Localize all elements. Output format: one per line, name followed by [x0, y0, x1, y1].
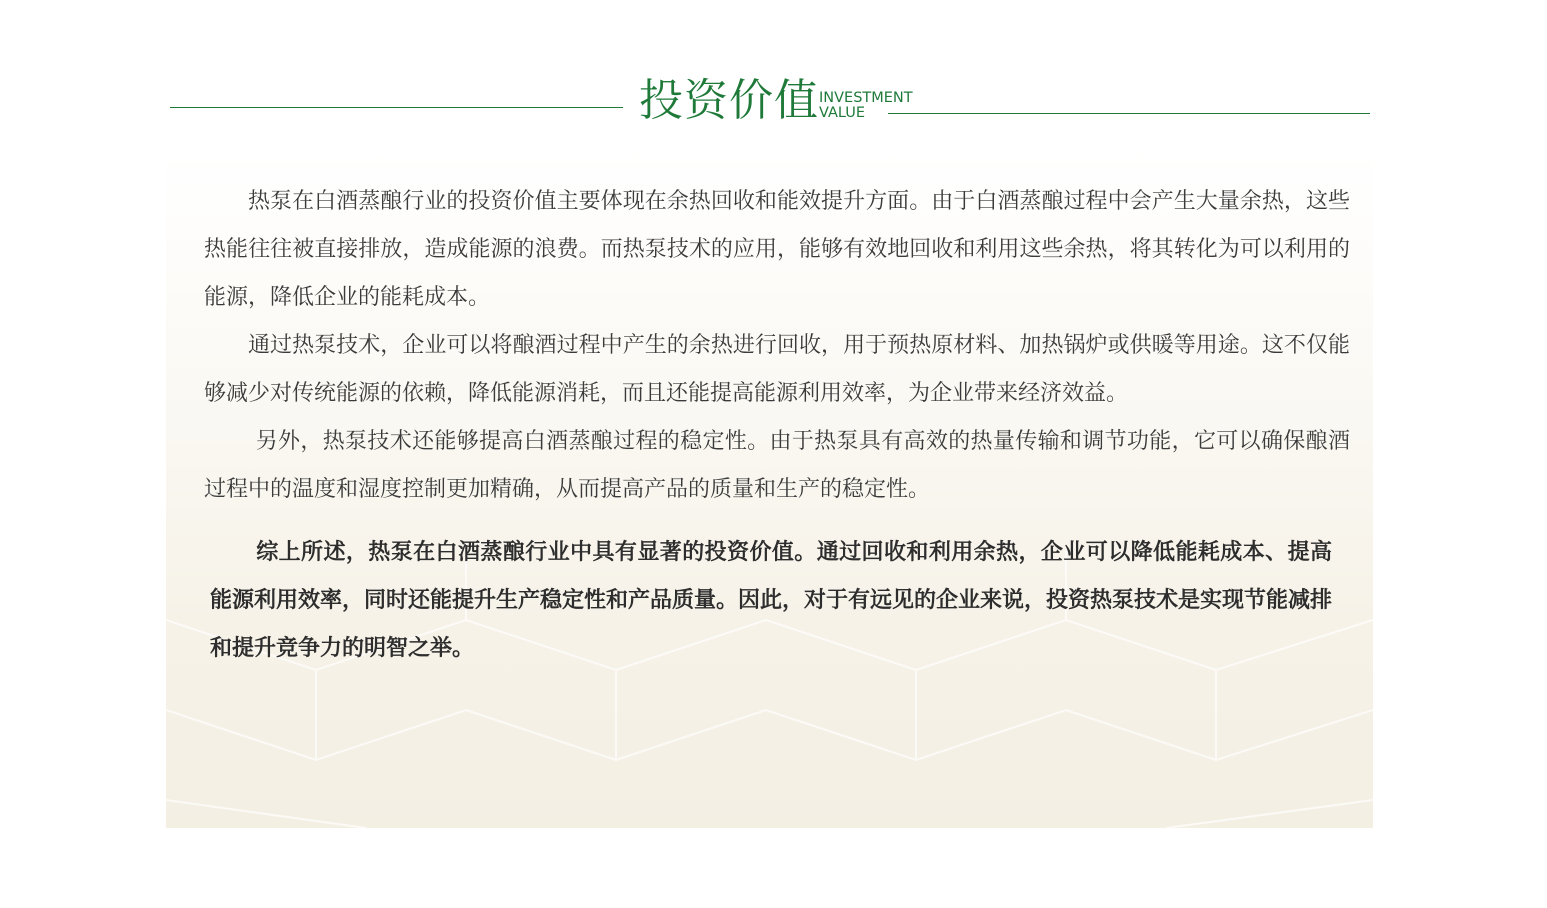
section-header — [0, 0, 1547, 140]
content-panel — [166, 150, 1373, 828]
paragraph-2: 通过热泵技术，企业可以将酿酒过程中产生的余热进行回收，用于预热原材料、加热锅炉或供暖等用途。这不仅能够减少对传统能源的依赖，降低能源消耗，而且还能提高能源利用效率，为企业带来经济效益。 — [204, 333, 1350, 406]
paragraph-3: 另外，热泵技术还能够提高白酒蒸酿过程的稳定性。由于热泵具有高效的热量传输和调节功能，它可以确保酿酒过程中的温度和湿度控制更加精确，从而提高产品的质量和生产的稳定性。 — [204, 429, 1350, 502]
section-title: 投资价值 — [639, 75, 819, 126]
header-rule-left — [170, 107, 623, 108]
body-text — [204, 178, 1350, 673]
section-title-english — [819, 91, 913, 121]
header-rule-right — [888, 113, 1370, 114]
section-title-english-line2: VALUE — [819, 105, 866, 121]
summary-paragraph: 综上所述，热泵在白酒蒸酿行业中具有显著的投资价值。通过回收和利用余热，企业可以降低能耗成本、提高能源利用效率，同时还能提升生产稳定性和产品质量。因此，对于有远见的企业来说，投资热泵技术是实现节能减排和提升竞争力的明智之举。 — [210, 540, 1333, 661]
section-title-english-line1: INVESTMENT — [819, 90, 913, 106]
paragraph-1: 热泵在白酒蒸酿行业的投资价值主要体现在余热回收和能效提升方面。由于白酒蒸酿过程中会产生大量余热，这些热能往往被直接排放，造成能源的浪费。而热泵技术的应用，能够有效地回收和利用这些余热，将其转化为可以利用的能源，降低企业的能耗成本。 — [204, 189, 1350, 310]
